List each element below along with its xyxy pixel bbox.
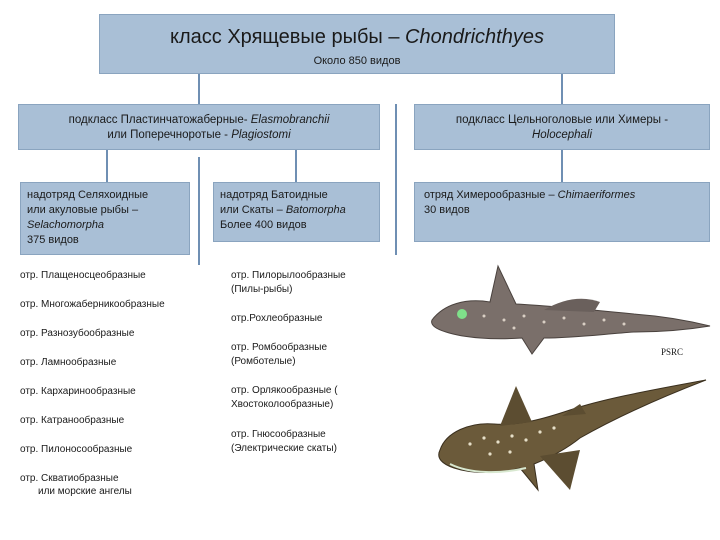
- shark-order-item: отр. Катранообразные: [20, 415, 125, 426]
- image-credit: PSRC: [661, 347, 684, 357]
- ray-order-item-note: (Ромботелые): [231, 356, 296, 367]
- ray-order-item-note: (Электрические скаты): [231, 443, 337, 454]
- chimaera-photo-bottom: [430, 378, 710, 508]
- subclass-holocephali-box: подкласс Цельноголовые или Химеры - Holocephali: [414, 104, 710, 150]
- class-species-count: Около 850 видов: [313, 55, 401, 67]
- ray-order-item: отр.Рохлеобразные: [231, 313, 323, 324]
- subclass-elasmobranchii-box: подкласс Пластинчатожаберные- Elasmobranchii или Поперечноротые - Plagiostomi: [18, 104, 380, 150]
- order-chimaeriformes-box: отряд Химерообразные – Chimaeriformes 30 видов: [414, 182, 710, 242]
- shark-order-item: отр. Скватиобразные: [20, 473, 119, 484]
- shark-order-item-note: или морские ангелы: [38, 486, 132, 497]
- superorder-selachomorpha-box: надотряд Селяхоидные или акуловые рыбы – Selachomorpha 375 видов: [20, 182, 190, 255]
- ray-order-item: отр. Гнюсообразные: [231, 429, 326, 440]
- class-title: класс Хрящевые рыбы – Chondrichthyes: [170, 26, 544, 48]
- ray-order-item: отр. Орлякообразные (: [231, 385, 338, 396]
- shark-order-item: отр. Многожаберникообразные: [20, 299, 165, 310]
- shark-order-item: отр. Плащеносцеобразные: [20, 270, 146, 281]
- shark-order-item: отр. Кархаринообразные: [20, 386, 136, 397]
- ray-order-item-note: (Пилы-рыбы): [231, 284, 293, 295]
- ray-order-item: отр. Ромбообразные: [231, 342, 328, 353]
- shark-order-item: отр. Ламнообразные: [20, 357, 117, 368]
- class-title-box: [99, 14, 615, 74]
- ray-order-item-note: Хвостоколообразные): [231, 399, 334, 410]
- shark-order-item: отр. Пилоносообразные: [20, 444, 133, 455]
- shark-order-item: отр. Разнозубообразные: [20, 328, 135, 339]
- superorder-batomorpha-box: надотряд Батоидные или Скаты – Batomorpha Более 400 видов: [213, 182, 380, 242]
- chimaera-photo-top: [424, 258, 714, 358]
- ray-order-item: отр. Пилорылообразные: [231, 270, 346, 281]
